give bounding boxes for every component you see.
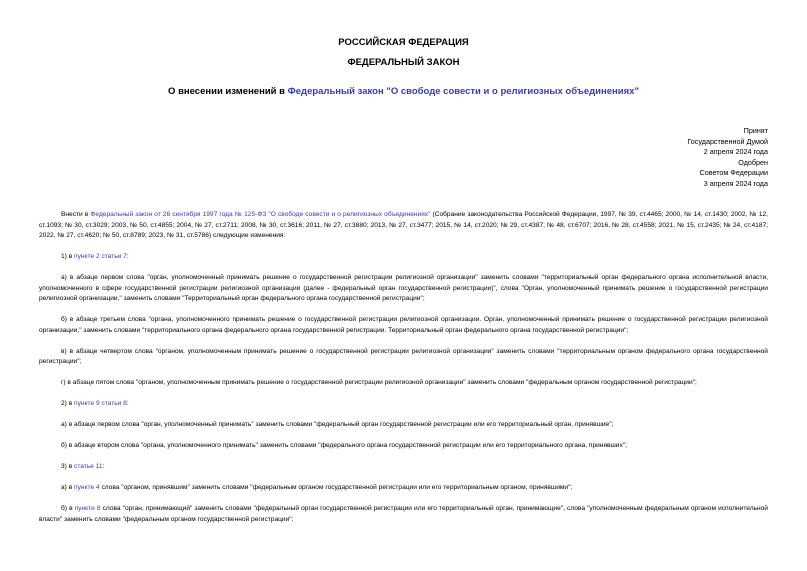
text: (Собрание законодательства Российской Федерации, 1997, № 39, ст.4465; 2000, № 14, ст.1430; 2002, № 12, ст.1093; № 30, ст.3029; 2003, № 50, ст.4855; 2004, № 27, ст.2711; 2008, № 30, ст.3616; 2011, № 27, ст.3880; 2013, № 27, ст.3477; 2015, № 14, ст.2020; № 29, ст.4387; № 48, ст.6707; 2016, № 28, ст.4558; 2021, № 15, ст.2435; № 24, ст.4187; 2022, № 27, ст.4620; № 50, ст.8789; 2023, № 31, ст.5786) следующие изменения: xyxy=(39,211,769,239)
document-type: ФЕДЕРАЛЬНЫЙ ЗАКОН xyxy=(347,57,460,68)
item-2-link[interactable]: пункте 9 статьи 8 xyxy=(74,400,127,407)
text: 3) в xyxy=(61,463,75,470)
text: : xyxy=(102,463,105,470)
item-3a xyxy=(39,483,768,494)
item-3-link[interactable]: статье 11 xyxy=(74,463,103,470)
document-subject xyxy=(0,86,807,97)
item-1 xyxy=(39,252,768,263)
adoption-line: Принят xyxy=(743,126,768,135)
text: 2) в xyxy=(61,400,75,407)
document-country: РОССИЙСКАЯ ФЕДЕРАЦИЯ xyxy=(338,37,469,48)
item-3 xyxy=(39,462,768,473)
text: а) в xyxy=(61,484,75,491)
adoption-line: Государственной Думой xyxy=(687,136,768,146)
item-3a-link[interactable]: пункте 4 xyxy=(74,484,100,491)
text: слова "органом, принявшим" заменить словами "федеральным органом государственной регистрации или его территориальным органом, принявшими"; xyxy=(99,484,573,491)
item-1d: г) в абзаце пятом слова "органом, уполномоченным принимать решение о государственной регистрации религиозной организации" заменить словами "федеральным органом государственной регистрации"; xyxy=(61,379,697,386)
text: Внести в xyxy=(61,211,91,218)
text: : xyxy=(126,400,129,407)
text: слова "орган, принимающий" заменить словами "федеральный орган государственной регистрации или его территориальный орган, принимающие", слова "уполномоченным федеральным органом исполнительной власти" заменить словами "федеральным органом государственной регистрации"; xyxy=(39,505,768,523)
item-1-link[interactable]: пункте 2 статьи 7 xyxy=(74,253,127,260)
text: : xyxy=(126,253,129,260)
item-2 xyxy=(39,399,768,410)
text: б) в xyxy=(61,505,75,512)
base-law-link[interactable]: Федеральный закон от 26 сентября 1997 года № 125-ФЗ "О свободе совести и о религиозных объединениях" xyxy=(90,211,431,218)
item-3b xyxy=(39,504,768,525)
subject-law-link[interactable]: Федеральный закон "О свободе совести и о религиозных объединениях" xyxy=(287,86,639,97)
intro-paragraph xyxy=(39,210,768,242)
adoption-block xyxy=(687,126,768,190)
item-3b-link[interactable]: пункте 8 xyxy=(74,505,101,512)
item-2a: а) в абзаце первом слова "орган, уполномоченный принимать" заменить словами "федеральный орган государственной регистрации или его территориальный орган, принявшие"; xyxy=(61,421,614,428)
adoption-line: Одобрен xyxy=(738,157,768,167)
text: 1) в xyxy=(61,253,75,260)
adoption-line: 2 апреля 2024 года xyxy=(703,147,768,157)
subject-prefix: О внесении изменений в xyxy=(168,86,288,97)
item-1b: б) в абзаце третьем слова "органа, уполномоченного принимать решение о государственной регистрации религиозной организации. Орган, уполномоченный принимать решение о государственной регистрации религиозной организации," заменить словами "территориального органа федерального органа государственной регистрации. Территориальный орган федерального органа государственной регистрации"; xyxy=(39,316,768,334)
document-body xyxy=(39,210,768,525)
adoption-line: Советом Федерации xyxy=(699,168,768,178)
item-1a: а) в абзаце первом слова "орган, уполномоченный принимать решение о государственной регистрации религиозной организации" заменить словами "территориальный орган федерального органа исполнительной власти, уполномоченного в сфере государственной регистрации религиозной организации (далее - федеральный орган государственной регистрации)", слова "Орган, уполномоченный принимать решение о государственной регистрации религиозной организации," заменить словами "Территориальный орган федерального органа государственной регистрации"; xyxy=(39,274,768,302)
item-2b: б) в абзаце втором слова "органа, уполномоченного принимать" заменить словами "федерального органа государственной регистрации или его территориального органа, принявших"; xyxy=(61,442,627,449)
item-1c: в) в абзаце четвертом слова "органом, уполномоченным принимать решение о государственной регистрации религиозной организации" заменить словами "территориальным органом федерального органа государственной регистрации"; xyxy=(39,347,768,365)
adoption-line: 3 апреля 2024 года xyxy=(703,178,768,188)
